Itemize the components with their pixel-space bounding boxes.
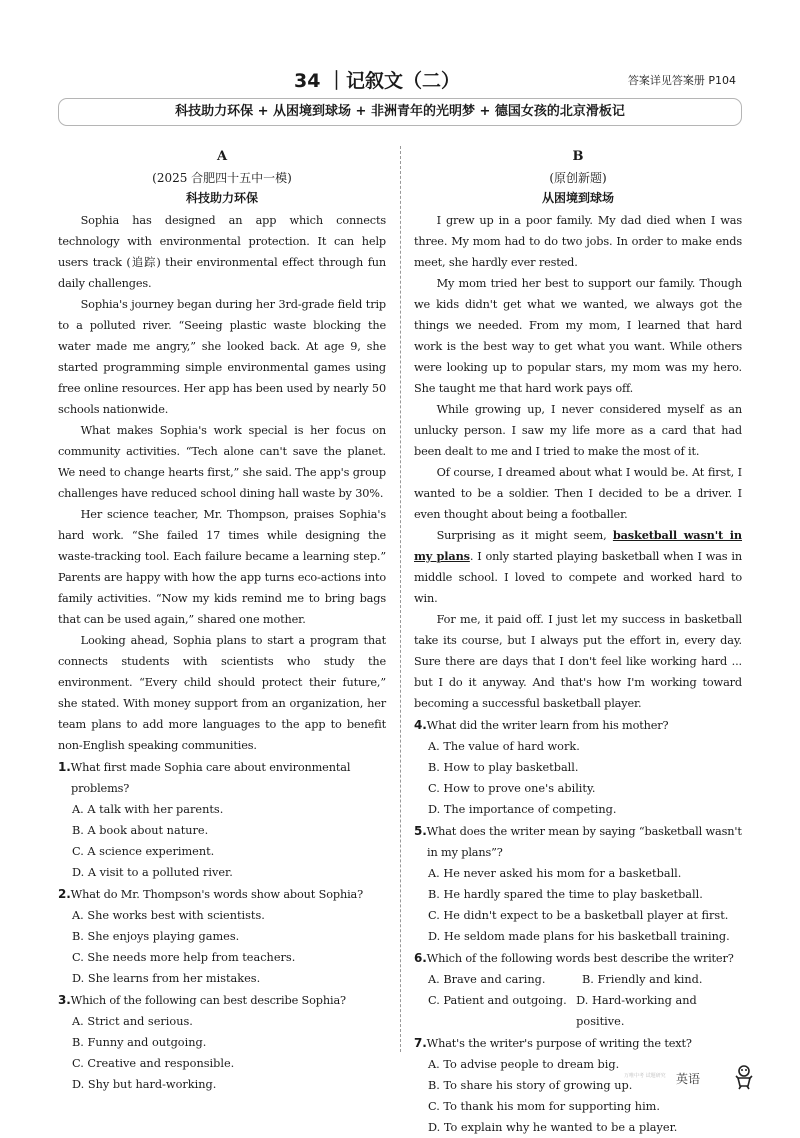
page-title: 34 ｜记叙文（二）: [294, 70, 461, 92]
option-d[interactable]: D. He seldom made plans for his basketball training.: [428, 930, 730, 943]
question-stem: Which of the following words best describe the writer?: [426, 952, 734, 965]
question-5: [414, 821, 742, 947]
mascot-logo-icon: [732, 1064, 756, 1090]
column-divider: [400, 146, 401, 1052]
highlighted-phrase: basketball wasn't in my plans: [414, 528, 743, 563]
option-a[interactable]: A. A talk with her parents.: [72, 803, 224, 816]
answer-note: 答案详见答案册 P104: [627, 74, 736, 87]
question-number: 3.: [58, 993, 71, 1007]
option-c[interactable]: C. Patient and outgoing.: [428, 994, 567, 1007]
option-c[interactable]: C. A science experiment.: [72, 845, 215, 858]
option-a[interactable]: A. To advise people to dream big.: [428, 1058, 620, 1071]
question-stem: What did the writer learn from his mother?: [426, 719, 669, 732]
paragraph: Looking ahead, Sophia plans to start a program that connects students with scientists who study the environment. “Every child should protect their future,” she stated. With money support from an organization, her team plans to add more languages to the app to benefit non-English speaking communities.: [58, 634, 386, 752]
question-stem: What's the writer's purpose of writing the text?: [426, 1037, 692, 1050]
question-stem: What do Mr. Thompson's words show about Sophia?: [70, 888, 364, 901]
question-number: 4.: [414, 718, 427, 732]
option-a[interactable]: A. The value of hard work.: [428, 740, 580, 753]
section-a: [58, 146, 386, 1095]
section-title: 科技助力环保: [185, 191, 258, 205]
footer-subject: 英语: [676, 1072, 701, 1086]
paragraph: My mom tried her best to support our family. Though we kids didn't get what we wanted, we always got the things we needed. From my mom, I learned that hard work is the best way to get what you want. While others were looking up to popular stars, my mom was my hero. She taught me that hard work pays off.: [414, 277, 742, 395]
paragraph: [414, 525, 742, 609]
paragraph: Her science teacher, Mr. Thompson, praises Sophia's hard work. “She failed 17 times while designing the waste-tracking tool. Each failure became a learning step.” Parents are happy with how the app turns eco-actions into family activities. “Now my kids remind me to bring bags that can be used again,” shared one mother.: [58, 508, 386, 626]
paragraph: I grew up in a poor family. My dad died when I was three. My mom had to do two jobs. In order to make ends meet, she hardly ever rested.: [414, 214, 742, 269]
question-number: 2.: [58, 887, 71, 901]
question-number: 7.: [414, 1036, 427, 1050]
section-source: (原创新题): [549, 171, 607, 185]
option-d[interactable]: D. The importance of competing.: [428, 803, 617, 816]
section-letter: B: [572, 149, 584, 164]
footer-brand-text: 万唯中考 试题研究: [624, 1073, 666, 1079]
paragraph: Of course, I dreamed about what I would be. At first, I wanted to be a soldier. Then I decided to be a driver. I even thought about being a footballer.: [414, 466, 742, 521]
section-title: 从困境到球场: [541, 191, 614, 205]
option-a[interactable]: A. Strict and serious.: [72, 1015, 193, 1028]
question-stem: Which of the following can best describe Sophia?: [70, 994, 346, 1007]
option-c[interactable]: C. She needs more help from teachers.: [72, 951, 296, 964]
option-a[interactable]: A. She works best with scientists.: [72, 909, 265, 922]
option-b[interactable]: B. How to play basketball.: [428, 761, 579, 774]
question-number: 1.: [58, 760, 71, 774]
option-d[interactable]: D. She learns from her mistakes.: [72, 972, 261, 985]
option-d[interactable]: D. A visit to a polluted river.: [72, 866, 233, 879]
topic-subtitle: 科技助力环保 + 从困境到球场 + 非洲青年的光明梦 + 德国女孩的北京滑板记: [58, 98, 742, 126]
page-footer: [624, 1064, 754, 1094]
paragraph: For me, it paid off. I just let my success in basketball take its course, but I always put the effort in, every day. Sure there are days that I don't feel like working hard ... but I do it anyway. And that's how I'm working toward becoming a successful basketball player.: [414, 613, 742, 710]
question-1: [58, 757, 386, 883]
option-d[interactable]: D. To explain why he wanted to be a player.: [428, 1121, 678, 1134]
option-d[interactable]: D. Hard-working and positive.: [576, 994, 697, 1028]
question-stem: What does the writer mean by saying “basketball wasn't in my plans”?: [426, 825, 742, 859]
question-number: 6.: [414, 951, 427, 965]
question-4: [414, 715, 742, 820]
option-d[interactable]: D. Shy but hard-working.: [72, 1078, 217, 1091]
paragraph: Sophia has designed an app which connects technology with environmental protection. It can help users track (追踪) their environmental effect through fun daily challenges.: [58, 214, 386, 290]
option-b[interactable]: B. To share his story of growing up.: [428, 1079, 633, 1092]
option-c[interactable]: C. To thank his mom for supporting him.: [428, 1100, 660, 1113]
question-3: [58, 990, 386, 1095]
option-c[interactable]: C. He didn't expect to be a basketball player at first.: [428, 909, 729, 922]
text-run: . I only started playing basketball when I was in middle school. I loved to compete and worked hard to win.: [414, 550, 742, 605]
option-b[interactable]: B. He hardly spared the time to play basketball.: [428, 888, 703, 901]
paragraph: While growing up, I never considered myself as an unlucky person. I saw my life more as a card that had been dealt to me and I tried to make the most of it.: [414, 403, 742, 458]
question-number: 5.: [414, 824, 427, 838]
option-b[interactable]: B. Friendly and kind.: [582, 973, 703, 986]
section-b: [414, 146, 742, 1138]
option-c[interactable]: C. Creative and responsible.: [72, 1057, 235, 1070]
section-letter: A: [216, 149, 228, 164]
question-2: [58, 884, 386, 989]
paragraph: What makes Sophia's work special is her focus on community activities. “Tech alone can't save the planet. We need to change hearts first,” she said. The app's group challenges have reduced school dining hall waste by 30%.: [58, 424, 386, 500]
question-stem: What first made Sophia care about environmental problems?: [70, 761, 351, 795]
paragraph: Sophia's journey began during her 3rd-grade field trip to a polluted river. “Seeing plastic waste blocking the water made me angry,” she looked back. At age 9, she started programming simple environmental games using free online resources. Her app has been used by nearly 50 schools nationwide.: [58, 298, 386, 416]
option-c[interactable]: C. How to prove one's ability.: [428, 782, 596, 795]
question-6: [414, 948, 742, 1032]
option-b[interactable]: B. A book about nature.: [72, 824, 209, 837]
option-b[interactable]: B. Funny and outgoing.: [72, 1036, 207, 1049]
option-a[interactable]: A. He never asked his mom for a basketball.: [428, 867, 682, 880]
option-a[interactable]: A. Brave and caring.: [428, 973, 546, 986]
text-run: Surprising as it might seem,: [436, 529, 613, 542]
option-b[interactable]: B. She enjoys playing games.: [72, 930, 240, 943]
section-source: (2025 合肥四十五中一模): [152, 171, 292, 185]
